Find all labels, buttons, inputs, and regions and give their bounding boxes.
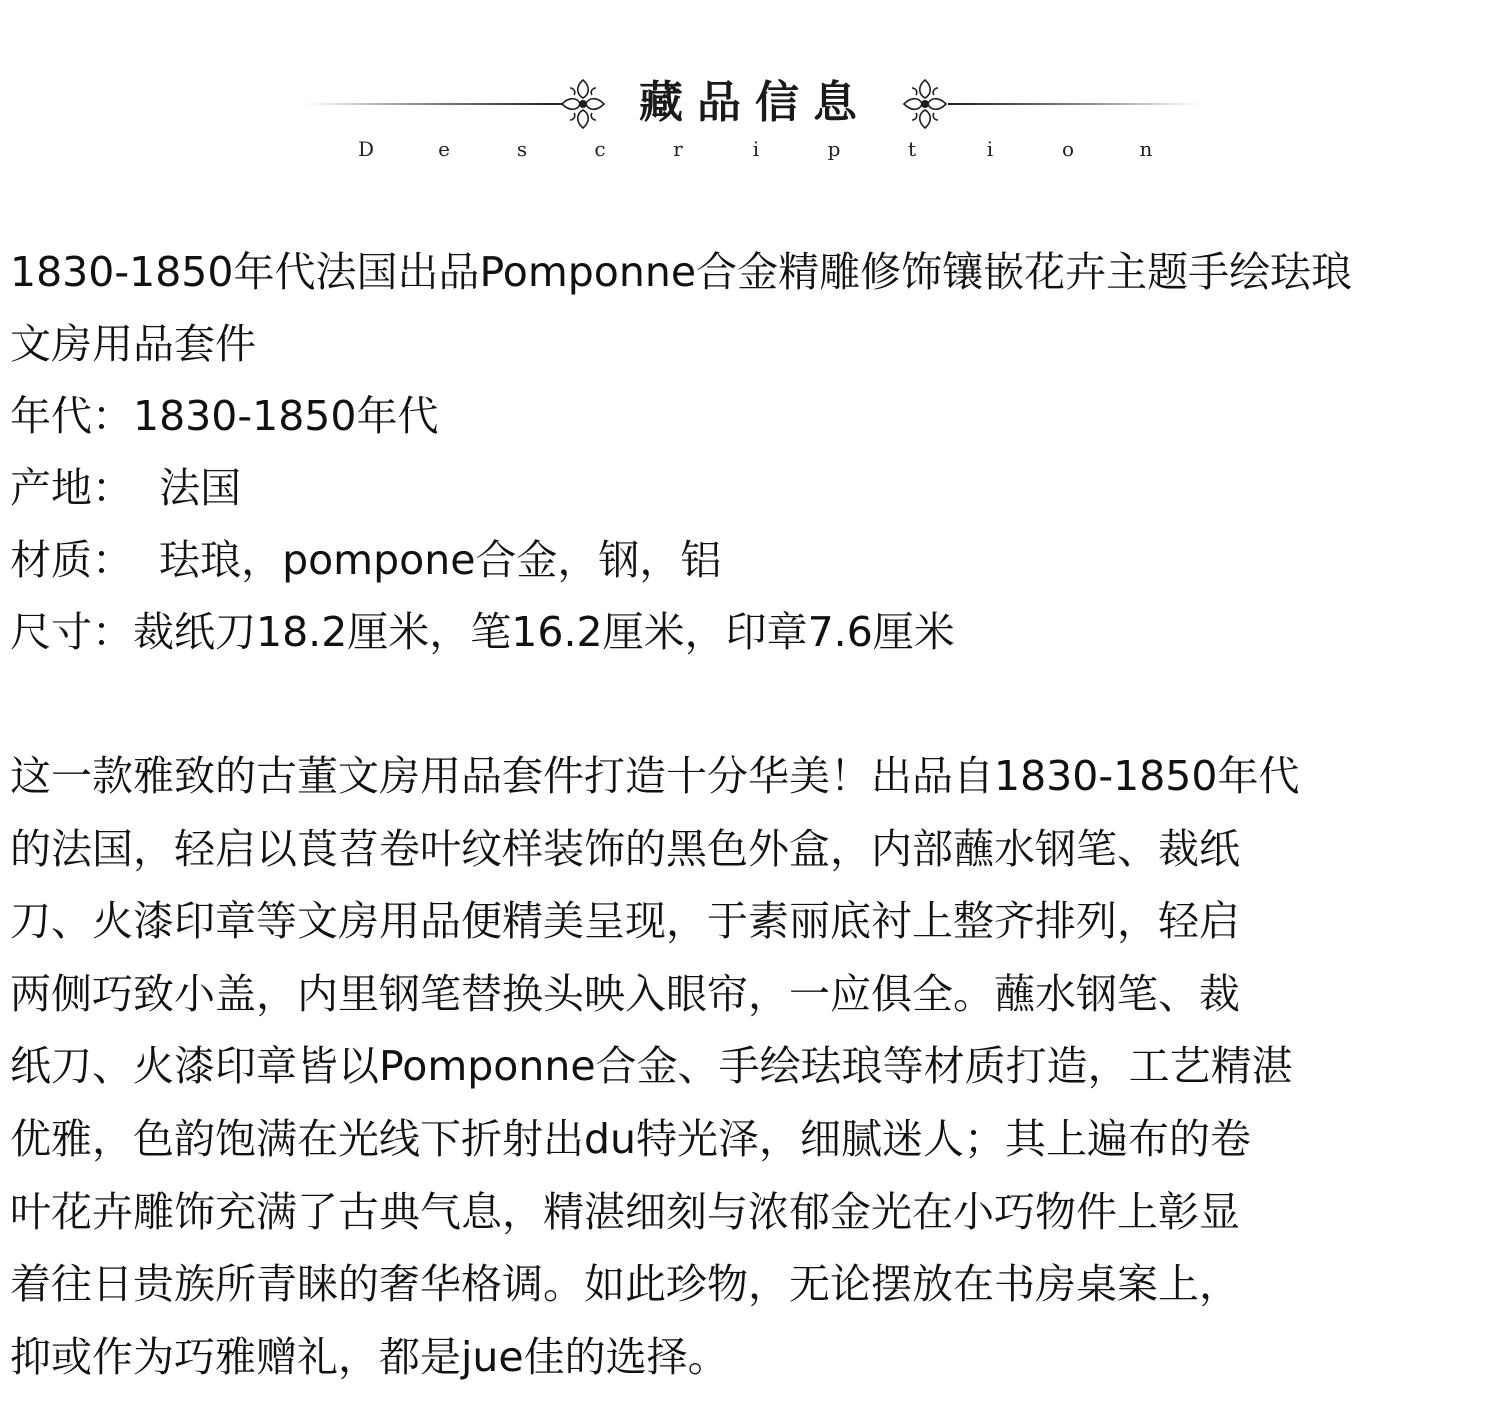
section-title: 藏品信息 bbox=[639, 77, 871, 128]
description-line: 刀、火漆印章等文房用品便精美呈现，于素丽底衬上整齐排列，轻启 bbox=[10, 897, 1240, 946]
field-label: 年代： bbox=[10, 392, 133, 440]
description-line: 的法国，轻启以莨苕卷叶纹样装饰的黑色外盒，内部蘸水钢笔、裁纸 bbox=[10, 824, 1240, 873]
item-title-line: 1830-1850年代法国出品Pomponne合金精雕修饰镶嵌花卉主题手绘珐琅 bbox=[10, 248, 1353, 296]
field-label: 尺寸： bbox=[10, 608, 133, 656]
field-label: 材质： bbox=[10, 536, 133, 584]
item-title-line: 文房用品套件 bbox=[10, 320, 256, 368]
subtitle-letter: r bbox=[673, 137, 683, 161]
subtitle-letter: c bbox=[594, 137, 606, 161]
description-line: 这一款雅致的古董文房用品套件打造十分华美！出品自1830-1850年代 bbox=[10, 752, 1300, 800]
scroll-flourish-icon bbox=[556, 76, 610, 132]
subtitle-letter: s bbox=[516, 137, 528, 161]
section-header bbox=[0, 62, 1500, 172]
field-era bbox=[10, 380, 1488, 452]
scroll-flourish-icon bbox=[898, 76, 952, 132]
description-line: 纸刀、火漆印章皆以Pomponne合金、手绘珐琅等材质打造，工艺精湛 bbox=[10, 1042, 1293, 1091]
subtitle-letter: t bbox=[907, 137, 917, 161]
field-value: 珐琅，pompone合金，钢，铝 bbox=[133, 536, 722, 584]
section-subtitle bbox=[356, 134, 1156, 164]
description-line: 抑或作为巧雅赠礼，都是jue佳的选择。 bbox=[10, 1332, 729, 1381]
description-line: 两侧巧致小盖，内里钢笔替换头映入眼帘，一应俱全。蘸水钢笔、裁 bbox=[10, 969, 1240, 1018]
field-origin bbox=[10, 452, 1488, 524]
subtitle-letter: D bbox=[357, 137, 375, 161]
subtitle-letter: o bbox=[1061, 137, 1075, 161]
subtitle-letter: i bbox=[752, 137, 760, 161]
subtitle-letter: e bbox=[438, 137, 450, 161]
description-line: 叶花卉雕饰充满了古典气息，精湛细刻与浓郁金光在小巧物件上彰显 bbox=[10, 1187, 1240, 1236]
subtitle-letter: p bbox=[827, 137, 841, 161]
field-label: 产地： bbox=[10, 464, 133, 512]
field-value: 1830-1850年代 bbox=[133, 392, 439, 440]
subtitle-letter: i bbox=[986, 137, 994, 161]
header-rule-left bbox=[305, 103, 563, 105]
field-material bbox=[10, 524, 1488, 596]
description bbox=[10, 740, 1488, 1393]
header-rule-right bbox=[948, 103, 1200, 105]
field-size bbox=[10, 596, 1488, 668]
item-info bbox=[10, 236, 1488, 668]
description-line: 优雅，色韵饱满在光线下折射出du特光泽，细腻迷人；其上遍布的卷 bbox=[10, 1114, 1252, 1163]
field-value: 法国 bbox=[133, 464, 242, 512]
description-line: 着往日贵族所青睐的奢华格调。如此珍物，无论摆放在书房桌案上， bbox=[10, 1260, 1240, 1309]
subtitle-letter: n bbox=[1139, 137, 1153, 161]
field-value: 裁纸刀18.2厘米，笔16.2厘米，印章7.6厘米 bbox=[133, 608, 955, 656]
